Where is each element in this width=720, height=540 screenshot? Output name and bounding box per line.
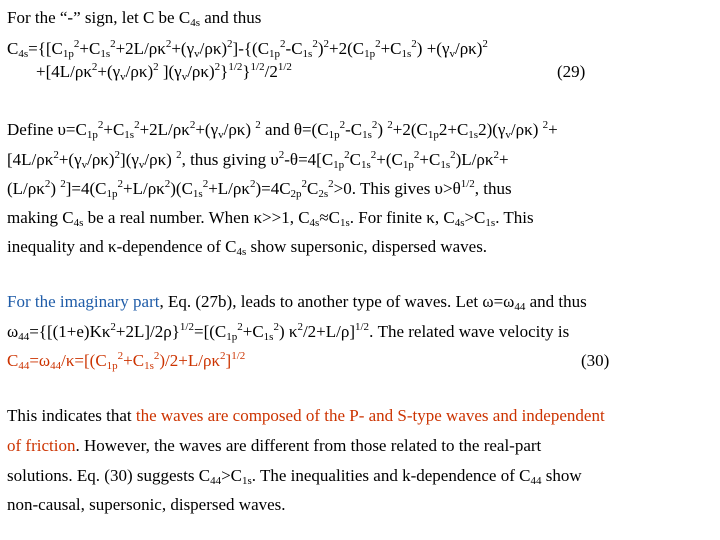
p4-line4: non-causal, supersonic, dispersed waves. (7, 495, 286, 514)
p1-equation-line1: $C_{4s}=\{[C_{1p}^2+C_{1s}^2+2L/\rho\kappa^2+(\gamma_v/\rho\kappa)^2]-\{(C_{1p}^2-C_{1s}^2)^2+2(C_{1p}^2+C_{1s}^2) +(\gamma_v/\rho\kappa)^2$ (7, 38, 488, 60)
p1-equation-line2: $+[4L/\rho\kappa^2+(\gamma_v/\rho\kappa)^2$ ]$(\gamma_v/\rho\kappa)^2\}^{1/2}\}^{1/2}/2^{1/2}$ (36, 61, 292, 83)
friction-highlight: of friction (7, 436, 76, 455)
p4-line1 (7, 404, 605, 428)
p2-line1: Define $\upsilon=C_{1p}^2+C_{1s}^2+2L/\rho\kappa^2+(\gamma_v/\rho\kappa)$ $^2$ and $\theta=(C_{1p}^2-C_{1s}^2)$ $^2+2(C_{1p}2+C_{1s}2)(\gamma_v/\rho\kappa)$ $^2$+ (7, 119, 558, 141)
p1-intro: For the “-” sign, let C be $C_{4s}$ and thus (7, 8, 262, 29)
p4-line2-rest: . However, the waves are different from those related to the real-part (75, 436, 542, 455)
imaginary-part-highlight: For the imaginary part (7, 292, 160, 311)
p3-line1 (7, 290, 587, 314)
p3-line2: $\omega_{44}=\{[(1+e)K\kappa^2+2L]/2\rho\}^{1/2}=[(C_{1p}^2+C_{1s}^2)$ $\kappa^2/2+L/\rho]^{1/2}$. The related wave velocity is (7, 321, 570, 343)
equation-number-30: (30) (581, 351, 610, 370)
p2-line5: inequality and κ-dependence of $C_{4s}$ show supersonic, dispersed waves. (7, 237, 488, 258)
equation-number-29: (29) (557, 62, 586, 81)
waves-composed-highlight: the waves are composed of the P- and S-type waves and independent (135, 406, 605, 425)
p3-equation-30: $C_{44}=\omega_{44}/\kappa=[(C_{1p}^2+C_{1s}^2)/2+L/\rho\kappa^2]^{1/2}$ (7, 350, 246, 372)
p3-line1-rest: , Eq. (27b), leads to another type of waves. Let $\omega=\omega_{44}$ and thus (159, 292, 587, 313)
p2-line4: making $C_{4s}$ be a real number. When κ>>1, $C_{4s}\approx C_{1s}$. For finite κ, $C_{4s}>C_{1s}$. This (7, 208, 534, 229)
p4-line2 (7, 434, 541, 458)
p2-line3: $(L/\rho\kappa^2)$ $^2]=4(C_{1p}^2+L/\rho\kappa^2)(C_{1s}^2+L/\rho\kappa^2)=4C_{2p}^2C_{2s}^2>0$. This gives $\upsilon>\theta^{1/2}$, thus (7, 178, 512, 200)
p4-line1-start: This indicates that (7, 406, 136, 425)
p2-line2: $[4L/\rho\kappa^2+(\gamma_v/\rho\kappa)^2](\gamma_v/\rho\kappa)$ $^2$, thus giving $\upsilon^2-\theta=4[C_{1p}^2C_{1s}^2+(C_{1p}^2+C_{1s}^2)L/\rho\kappa^2+$ (7, 149, 509, 171)
p4-line3: solutions. Eq. (30) suggests $C_{44}>C_{1s}$. The inequalities and k-dependence of $C_{44}$ show (7, 466, 582, 487)
